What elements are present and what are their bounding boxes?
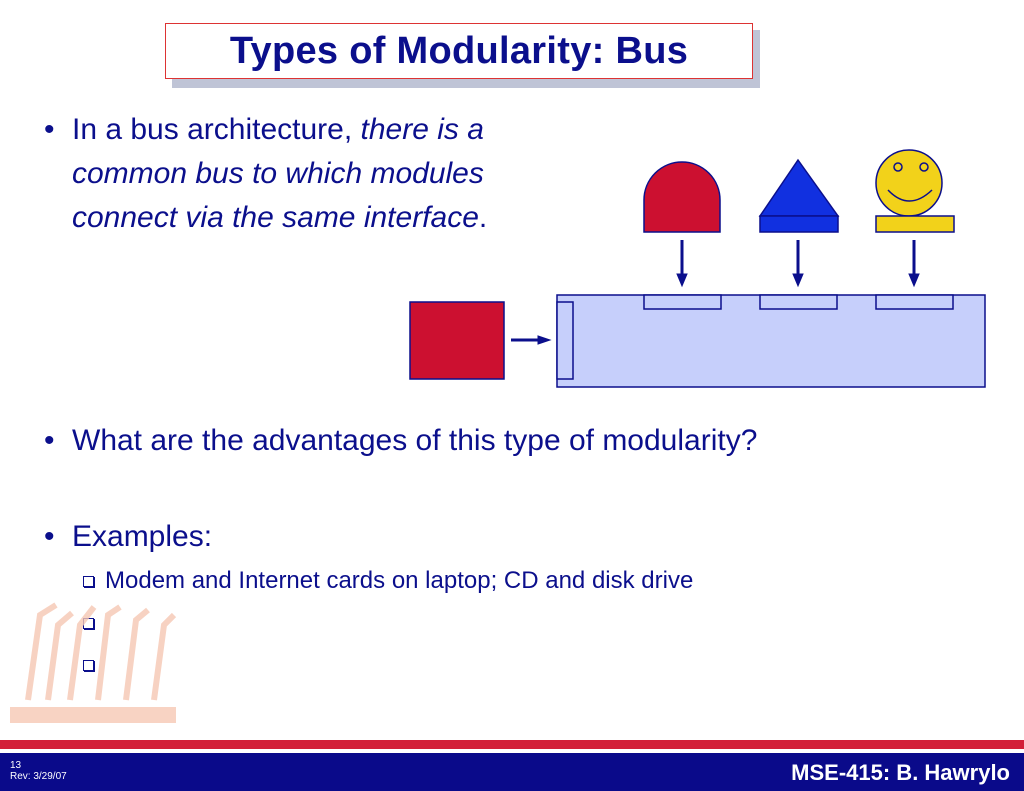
revision-date: Rev: 3/29/07	[10, 771, 67, 782]
bullet-dot: •	[44, 424, 55, 457]
bullet-3-text: Examples:	[72, 520, 213, 553]
bullet-1-italic-text: there is a	[360, 113, 484, 146]
red-square-module	[410, 302, 504, 379]
subitem-1	[105, 566, 693, 596]
down-arrow-icon	[793, 240, 803, 286]
bullet-dot: •	[44, 113, 55, 146]
blue-triangle-module	[760, 160, 838, 216]
page-number: 13	[10, 760, 22, 771]
smiley-face-icon	[876, 150, 942, 216]
right-arrow-icon	[511, 336, 550, 344]
bullet-dot: •	[44, 520, 55, 553]
bullet-examples	[44, 515, 213, 559]
footer-red-stripe	[0, 740, 1024, 749]
bus-slot-1	[644, 295, 721, 309]
subitem-1-text: Modem and Internet cards on laptop; CD and disk drive	[105, 567, 694, 594]
bullet-2-text: What are the advantages of this type of modularity?	[72, 424, 758, 457]
bullet-1-period: .	[478, 201, 488, 234]
down-arrow-icon	[677, 240, 687, 286]
smiley-base	[876, 216, 954, 232]
watermark-logo	[8, 585, 188, 735]
bus-slot-2	[760, 295, 837, 309]
bullet-advantages	[44, 419, 758, 463]
blue-triangle-base	[760, 216, 838, 232]
bullet-1-line-3: connect via the same interface	[72, 201, 479, 234]
bus-side-slot	[557, 302, 573, 379]
bullet-1-plain-text: In a bus architecture,	[72, 113, 361, 146]
red-arch-module	[644, 162, 720, 232]
bullet-1-line-2: common bus to which modules	[72, 157, 484, 190]
course-author: MSE-415: B. Hawrylo	[791, 760, 1010, 785]
bus-slot-3	[876, 295, 953, 309]
down-arrow-icon	[909, 240, 919, 286]
page-title: Types of Modularity: Bus	[229, 29, 689, 72]
